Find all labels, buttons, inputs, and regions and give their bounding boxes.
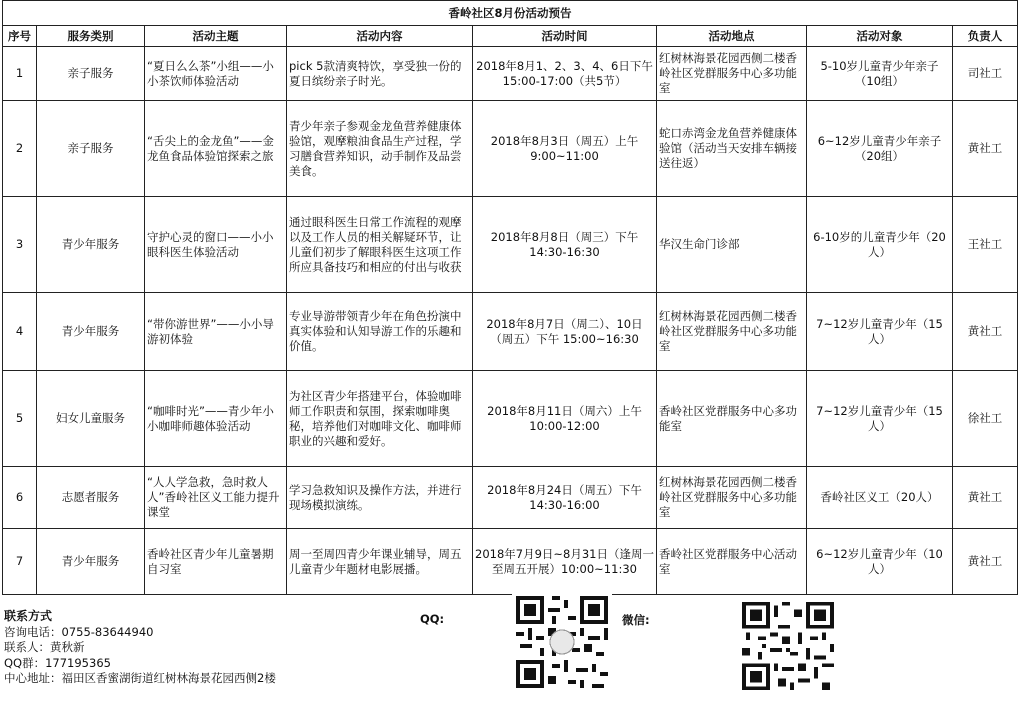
row-target: 7~12岁儿童青少年（15人） xyxy=(807,293,953,371)
row-category: 志愿者服务 xyxy=(37,467,145,529)
row-person: 黄社工 xyxy=(953,467,1018,529)
row-content: pick 5款清爽特饮，享受独一份的夏日缤纷亲子时光。 xyxy=(287,47,473,101)
contact-phone: 咨询电话：0755-83644940 xyxy=(4,624,154,639)
row-time: 2018年8月24日（周五）下午14:30-16:00 xyxy=(473,467,657,529)
row-content: 专业导游带领青少年在角色扮演中真实体验和认知导游工作的乐趣和价值。 xyxy=(287,293,473,371)
row-category: 妇女儿童服务 xyxy=(37,371,145,467)
row-place: 香岭社区党群服务中心多功能室 xyxy=(657,371,807,467)
row-category: 亲子服务 xyxy=(37,101,145,197)
row-place: 蛇口赤湾金龙鱼营养健康体验馆（活动当天安排车辆接送往返） xyxy=(657,101,807,197)
table-row xyxy=(3,293,1018,371)
row-target: 5-10岁儿童青少年亲子（10组） xyxy=(807,47,953,101)
row-place: 红树林海景花园西侧二楼香岭社区党群服务中心多功能室 xyxy=(657,47,807,101)
row-no: 7 xyxy=(3,529,37,595)
row-time: 2018年7月9日~8月31日（逢周一至周五开展）10:00~11:30 xyxy=(473,529,657,595)
row-target: 7~12岁儿童青少年（15人） xyxy=(807,371,953,467)
header-theme: 活动主题 xyxy=(145,26,287,47)
row-content: 通过眼科医生日常工作流程的观摩以及工作人员的相关解疑环节，让儿童们初步了解眼科医生这项工作所应具备技巧和相应的付出与收获 xyxy=(287,197,473,293)
row-category: 青少年服务 xyxy=(37,529,145,595)
header-target: 活动对象 xyxy=(807,26,953,47)
row-time: 2018年8月7日（周二）、10日（周五）下午 15:00~16:30 xyxy=(473,293,657,371)
row-category: 青少年服务 xyxy=(37,293,145,371)
row-content: 周一至周四青少年课业辅导，周五儿童青少年题材电影展播。 xyxy=(287,529,473,595)
contact-person: 联系人：黄秋新 xyxy=(4,640,85,654)
row-category: 青少年服务 xyxy=(37,197,145,293)
header-person: 负责人 xyxy=(953,26,1018,47)
row-no: 6 xyxy=(3,467,37,529)
row-person: 司社工 xyxy=(953,47,1018,101)
table-row xyxy=(3,371,1018,467)
row-place: 红树林海景花园西侧二楼香岭社区党群服务中心多功能室 xyxy=(657,467,807,529)
row-theme: “咖啡时光”——青少年小小咖啡师趣体验活动 xyxy=(145,371,287,467)
activity-table xyxy=(2,0,1018,595)
row-theme: “夏日么么茶”小组——小小茶饮师体验活动 xyxy=(145,47,287,101)
table-header-row xyxy=(3,26,1018,47)
table-row xyxy=(3,529,1018,595)
row-time: 2018年8月3日（周五）上午9:00~11:00 xyxy=(473,101,657,197)
header-place: 活动地点 xyxy=(657,26,807,47)
row-time: 2018年8月1、2、3、4、6日下午15:00-17:00（共5节） xyxy=(473,47,657,101)
row-theme: “人人学急救，急时救人人”香岭社区义工能力提升课堂 xyxy=(145,467,287,529)
row-no: 4 xyxy=(3,293,37,371)
row-target: 6-10岁的儿童青少年（20人） xyxy=(807,197,953,293)
table-row xyxy=(3,101,1018,197)
row-content: 为社区青少年搭建平台，体验咖啡师工作职责和氛围，探索咖啡奥秘，培养他们对咖啡文化、咖啡师职业的兴趣和爱好。 xyxy=(287,371,473,467)
row-no: 1 xyxy=(3,47,37,101)
row-place: 香岭社区党群服务中心活动室 xyxy=(657,529,807,595)
contact-address: 中心地址：福田区香蜜湖街道红树林海景花园西侧2楼 xyxy=(4,671,276,685)
row-theme: “舌尖上的金龙鱼”——金龙鱼食品体验馆探索之旅 xyxy=(145,101,287,197)
header-content: 活动内容 xyxy=(287,26,473,47)
header-time: 活动时间 xyxy=(473,26,657,47)
row-content: 学习急救知识及操作方法，并进行现场模拟演练。 xyxy=(287,467,473,529)
contact-heading: 联系方式 xyxy=(4,609,53,623)
row-target: 6~12岁儿童青少年亲子（20组） xyxy=(807,101,953,197)
qq-qr-code-icon xyxy=(512,592,612,692)
header-category: 服务类别 xyxy=(37,26,145,47)
row-person: 王社工 xyxy=(953,197,1018,293)
row-person: 黄社工 xyxy=(953,101,1018,197)
row-theme: 香岭社区青少年儿童暑期自习室 xyxy=(145,529,287,595)
header-no: 序号 xyxy=(3,26,37,47)
row-target: 6~12岁儿童青少年（10人） xyxy=(807,529,953,595)
row-time: 2018年8月8日（周三）下午14:30-16:30 xyxy=(473,197,657,293)
row-no: 5 xyxy=(3,371,37,467)
table-row xyxy=(3,47,1018,101)
row-content: 青少年亲子参观金龙鱼营养健康体验馆，观摩粮油食品生产过程，学习膳食营养知识，动手制作及品尝美食。 xyxy=(287,101,473,197)
row-no: 3 xyxy=(3,197,37,293)
wechat-qr-code-icon xyxy=(738,598,838,694)
table-row xyxy=(3,197,1018,293)
row-place: 华汉生命门诊部 xyxy=(657,197,807,293)
page-title: 香岭社区8月份活动预告 xyxy=(3,1,1018,26)
row-person: 徐社工 xyxy=(953,371,1018,467)
contact-info xyxy=(4,609,276,687)
row-no: 2 xyxy=(3,101,37,197)
row-theme: “带你游世界”——小小导游初体验 xyxy=(145,293,287,371)
row-time: 2018年8月11日（周六）上午10:00-12:00 xyxy=(473,371,657,467)
row-place: 红树林海景花园西侧二楼香岭社区党群服务中心多功能室 xyxy=(657,293,807,371)
row-person: 黄社工 xyxy=(953,529,1018,595)
contact-qq-group: QQ群：177195365 xyxy=(4,655,111,670)
row-person: 黄社工 xyxy=(953,293,1018,371)
row-theme: 守护心灵的窗口——小小眼科医生体验活动 xyxy=(145,197,287,293)
wechat-label: 微信: xyxy=(622,613,650,627)
table-row xyxy=(3,467,1018,529)
row-target: 香岭社区义工（20人） xyxy=(807,467,953,529)
qq-label: QQ: xyxy=(420,612,445,626)
row-category: 亲子服务 xyxy=(37,47,145,101)
